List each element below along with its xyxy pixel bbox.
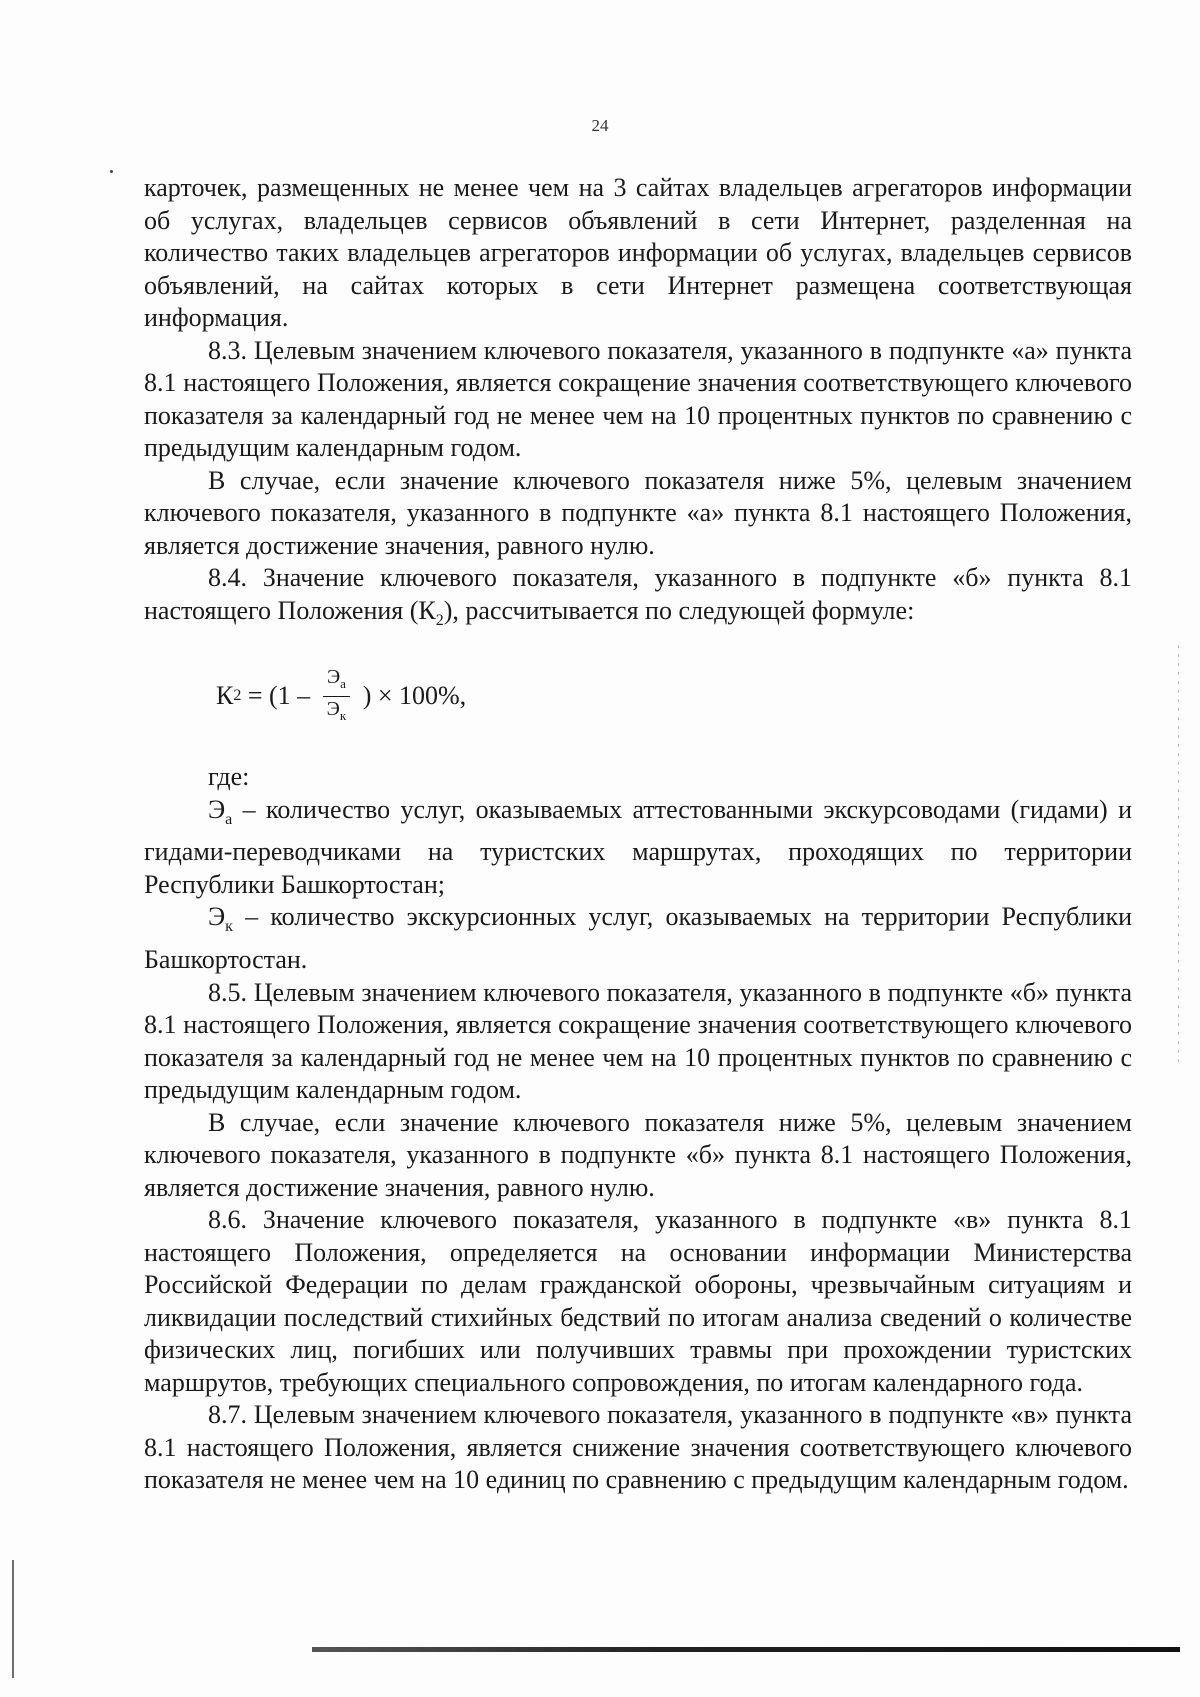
paragraph-8-4-text: 8.4. Значение ключевого показателя, указанного в подпункте «б» пункта 8.1 настоящего Положения (К: [144, 563, 1132, 625]
paragraph-8-3: 8.3. Целевым значением ключевого показателя, указанного в подпункте «а» пункта 8.1 настоящего Положения, является сокращение значения соответствующего ключевого показателя за календарный год не менее чем на 10 процентных пунктов по сравнению с предыдущим календарным годом.: [144, 335, 1132, 462]
ea-symbol: Э: [208, 794, 226, 824]
page-number: 24: [591, 116, 609, 135]
formula-k2: [216, 661, 1132, 731]
numerator-subscript: а: [340, 675, 346, 691]
ek-symbol: Э: [208, 902, 226, 932]
where-label: где:: [208, 762, 250, 792]
formula-lhs: К: [216, 680, 234, 710]
ea-subscript: а: [225, 810, 233, 828]
paragraph-8-6: 8.6. Значение ключевого показателя, указанного в подпункте «в» пункта 8.1 настоящего Положения, определяется на основании информации Министерства Российской Федерации по делам гражданской обороны, чрезвычайным ситуациям и ликвидации последствий стихийных бедствий по итогам анализа сведений о количестве физических лиц, погибших или получивших травмы при прохождении туристских маршрутов, требующих специального сопровождения, по итогам календарного года.: [144, 1205, 1132, 1397]
paragraph-8-4-text-end: ), рассчитывается по следующей формуле:: [443, 595, 915, 625]
paragraph-continuation: карточек, размещенных не менее чем на 3 сайтах владельцев агрегаторов информации об услугах, владельцев сервисов объявлений в сети Интернет, разделенная на количество таких владельцев агрегаторов информации об услугах, владельцев сервисов объявлений, на сайтах которых в сети Интернет размещена соответствующая информация.: [144, 173, 1132, 332]
formula-tail: ) × 100%,: [356, 680, 467, 710]
k2-subscript: 2: [435, 611, 444, 629]
numerator-symbol: Э: [326, 665, 341, 688]
definition-ea: [144, 794, 1132, 902]
formula-fraction: [323, 665, 351, 728]
scan-artifact-right-edge: [1178, 645, 1179, 1065]
paragraph-8-5: 8.5. Целевым значением ключевого показателя, указанного в подпункте «б» пункта 8.1 настоящего Положения, является сокращение значения соответствующего ключевого показателя за календарный год не менее чем на 10 процентных пунктов по сравнению с предыдущим календарным годом.: [144, 977, 1132, 1105]
formula-open: = (1 –: [241, 680, 317, 710]
document-body: [144, 172, 1132, 1497]
ek-subscript: к: [225, 918, 233, 936]
scan-artifact-dot: [110, 170, 113, 173]
formula-numerator: [323, 665, 350, 697]
formula-denominator: [323, 697, 351, 728]
ea-text: – количество услуг, оказываемых аттестованными экскурсоводами (гидами) и гидами-переводчиками на туристских маршрутах, проходящих по территории Республики Башкортостан;: [144, 794, 1132, 899]
denominator-subscript: к: [339, 707, 347, 723]
paragraph-8-7: 8.7. Целевым значением ключевого показателя, указанного в подпункте «в» пункта 8.1 настоящего Положения, является снижение значения соответствующего ключевого показателя не менее чем на 10 единиц по сравнению с предыдущим календарным годом.: [144, 1400, 1132, 1495]
definition-ek: [144, 901, 1132, 976]
paragraph-8-4: [144, 562, 1132, 637]
denominator-symbol: Э: [326, 697, 340, 720]
ek-text: – количество экскурсионных услуг, оказываемых на территории Республики Башкортостан.: [144, 902, 1132, 975]
formula-lhs-subscript: 2: [233, 686, 242, 704]
scan-artifact-left-line: [12, 1560, 14, 1678]
paragraph-8-5-case: В случае, если значение ключевого показателя ниже 5%, целевым значением ключевого показателя, указанного в подпункте «б» пункта 8.1 настоящего Положения, является достижение значения, равного нулю.: [144, 1107, 1132, 1202]
scan-artifact-bottom-bar: [312, 1647, 1180, 1652]
paragraph-8-3-case: В случае, если значение ключевого показателя ниже 5%, целевым значением ключевого показателя, указанного в подпункте «а» пункта 8.1 настоящего Положения, является достижение значения, равного нулю.: [144, 465, 1132, 560]
